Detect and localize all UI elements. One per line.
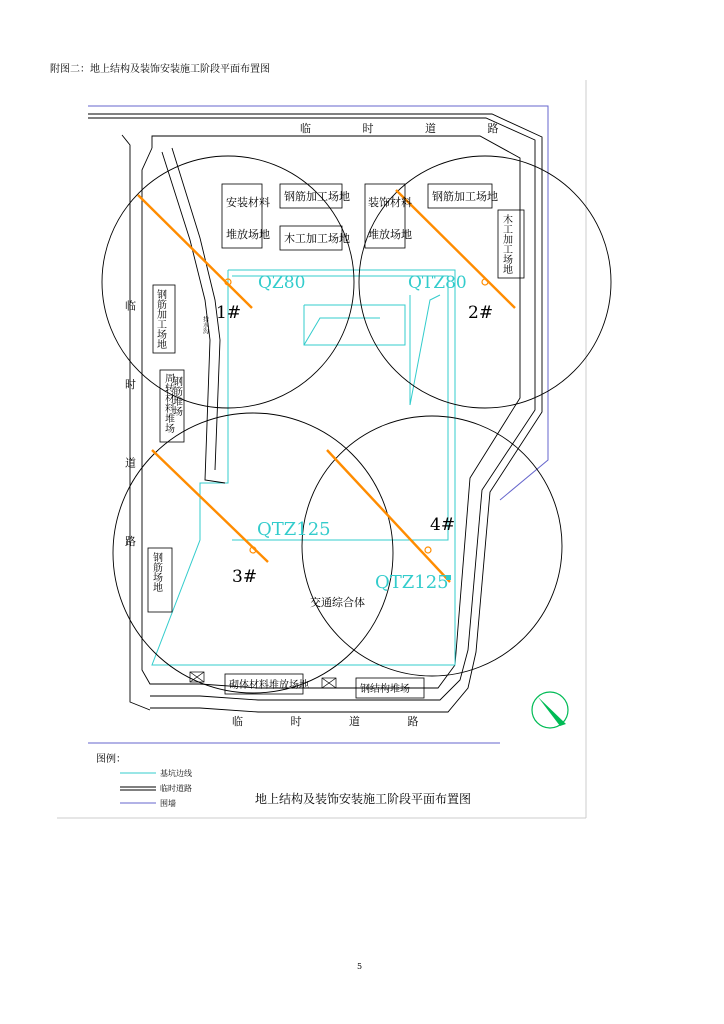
- road-label-left: 临 时 道 路: [123, 300, 137, 579]
- page-number: 5: [357, 962, 363, 971]
- crane-4-number: 4#: [430, 515, 456, 535]
- zone-rebar-storage-left: 钢筋堆场: [170, 376, 182, 416]
- zone-turnover-material: 周转材料堆场: [162, 373, 174, 433]
- legend-label-road: 临时道路: [160, 784, 192, 793]
- crane-3-number: 3#: [232, 567, 258, 587]
- zone-rebar-processing-left: 钢筋加工场地: [154, 289, 166, 349]
- temporary-roads: [88, 114, 542, 712]
- crane-2-number: 2#: [468, 303, 494, 323]
- zone-install-material-b: 堆放场地: [226, 228, 270, 241]
- road-label-bottom: 临 时 道 路: [232, 715, 441, 728]
- zone-decoration-material-a: 装饰材料: [368, 196, 412, 209]
- page-title: 附图二：地上结构及装饰安装施工阶段平面布置图: [50, 64, 270, 75]
- zone-wood-processing: 木工加工场地: [284, 232, 350, 245]
- crane-4-model: QTZ125: [375, 572, 449, 593]
- zone-rebar-processing-1: 钢筋加工场地: [284, 190, 350, 203]
- crane-3-model: QTZ125: [257, 519, 331, 540]
- zone-install-material-a: 安装材料: [226, 196, 270, 209]
- foundation-pit-outline: [152, 270, 455, 665]
- crane-1-number: 1#: [216, 303, 242, 323]
- zone-masonry-storage: 砌体材料堆放场地: [229, 680, 309, 691]
- zone-rebar-processing-2: 钢筋加工场地: [432, 190, 498, 203]
- crane-1-model: QZ80: [258, 273, 306, 293]
- north-arrow: [532, 692, 568, 728]
- road-label-top: 临 时 道 路: [300, 122, 523, 135]
- legend-label-wall: 围墙: [160, 799, 176, 808]
- zone-steel-structure-storage: 钢结构堆场: [360, 684, 410, 695]
- zone-wood-processing-vertical: 木工加工场地: [500, 214, 512, 274]
- crane-nodes: [225, 279, 488, 553]
- drainage-label: 排水沟: [201, 316, 209, 334]
- legend-title: 图例：: [96, 754, 126, 765]
- legend-label-pit: 基坑边线: [160, 769, 192, 778]
- zone-decoration-material-b: 堆放场地: [368, 228, 412, 241]
- zone-rebar-field: 钢筋场地: [150, 552, 162, 592]
- drawing-title: 地上结构及装饰安装施工阶段平面布置图: [255, 792, 472, 806]
- crane-2-model: QTZ80: [408, 273, 467, 293]
- zone-complex-body: 交通综合体: [310, 596, 365, 609]
